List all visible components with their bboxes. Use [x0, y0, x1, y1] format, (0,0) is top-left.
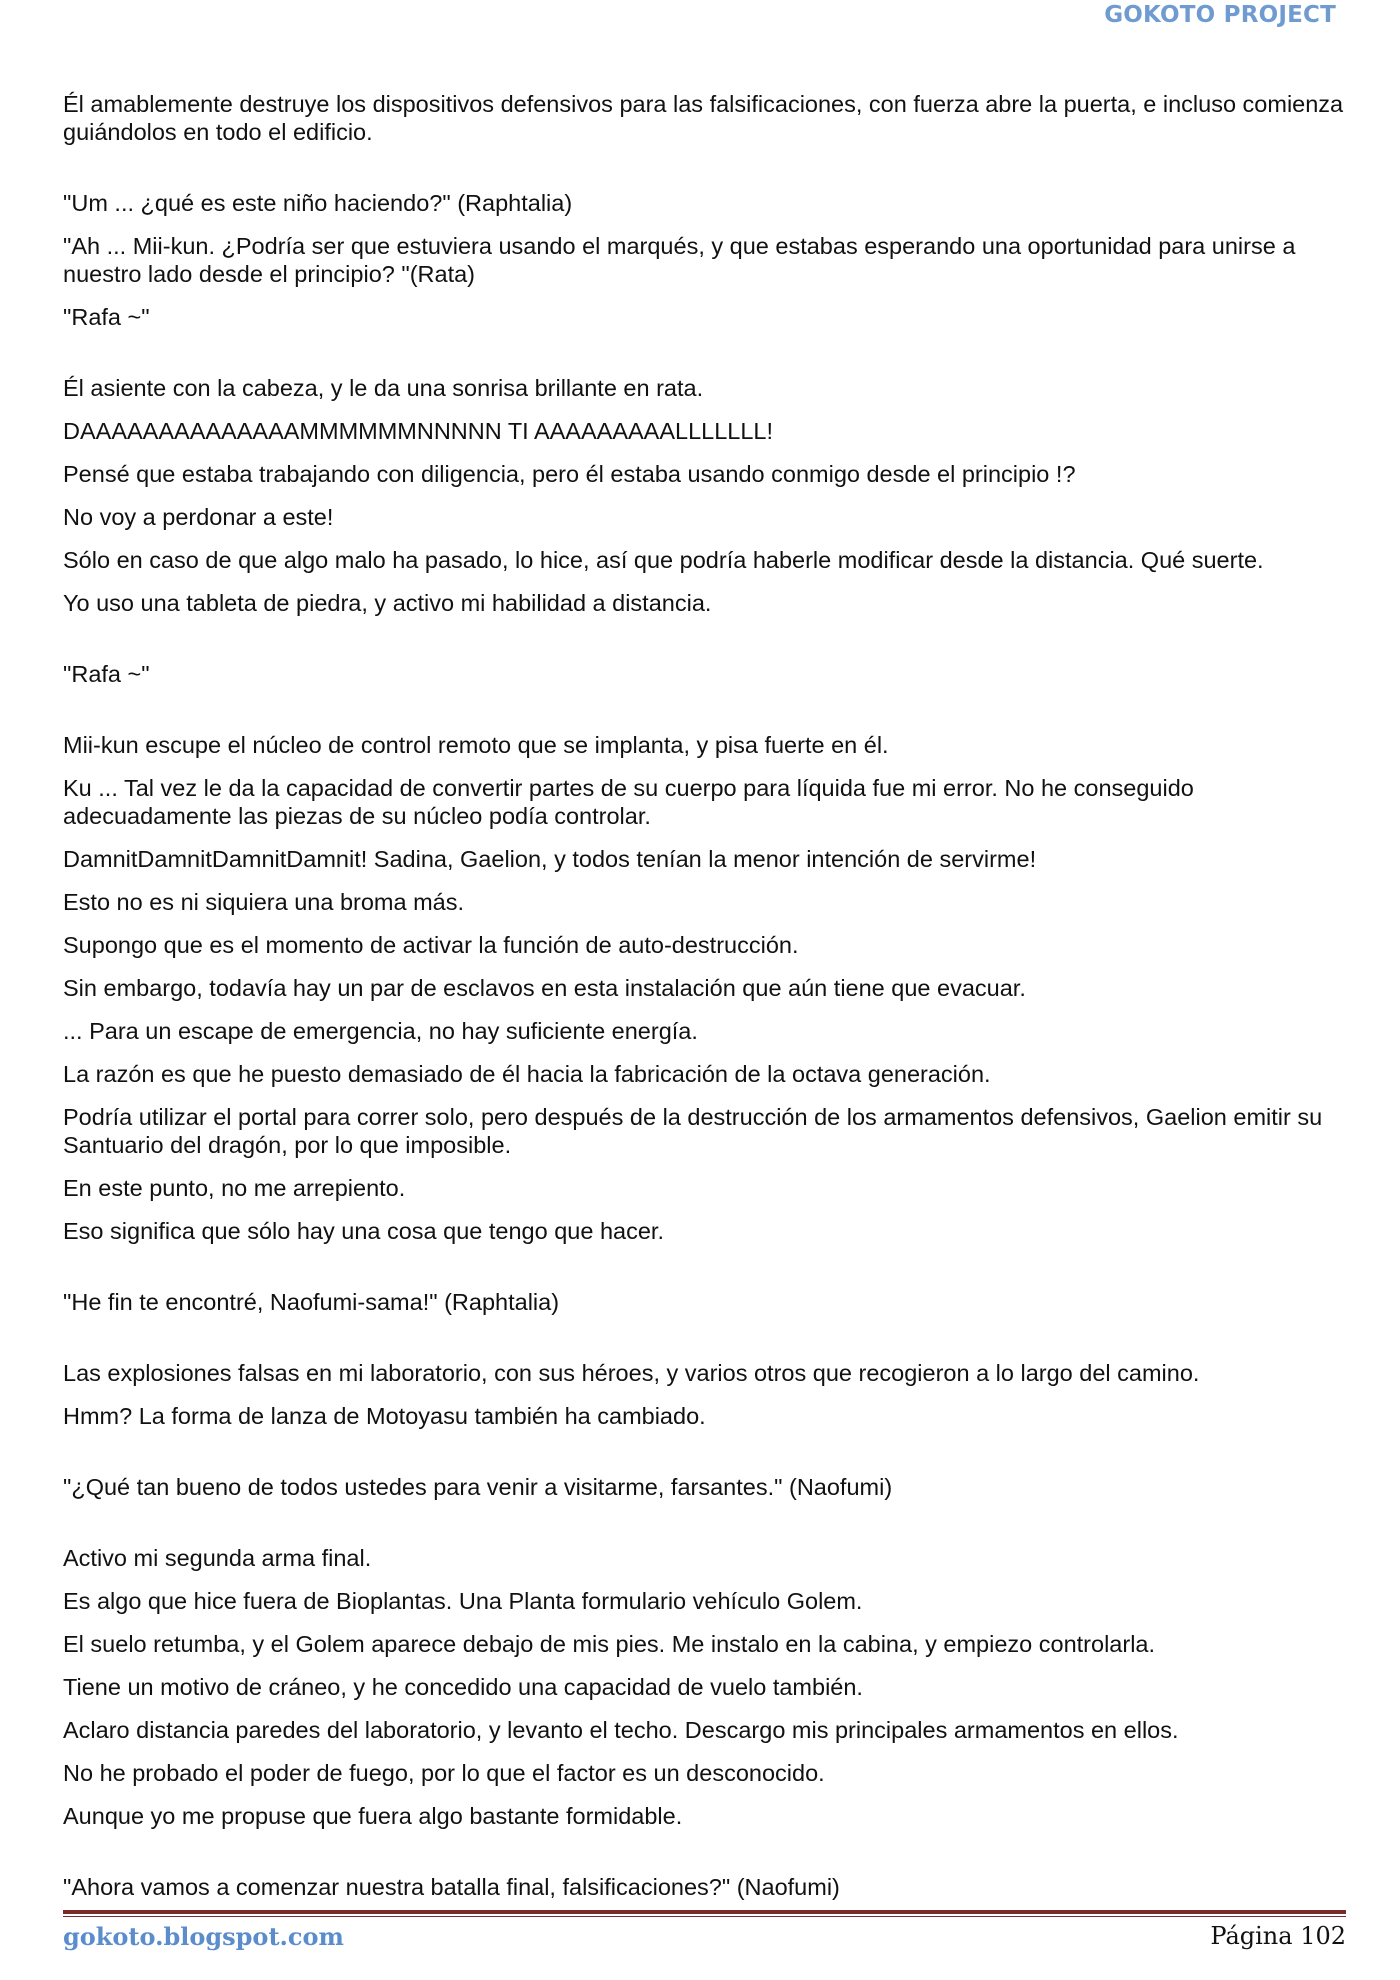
paragraph: DAAAAAAAAAAAAAAMMMMMMNNNNN TI AAAAAAAAALLLLLLL! — [63, 418, 774, 444]
paragraph: Tiene un motivo de cráneo, y he concedido una capacidad de vuelo también. — [63, 1674, 863, 1700]
footer-page-number: Página 102 — [1210, 1922, 1346, 1950]
paragraph: ... Para un escape de emergencia, no hay suficiente energía. — [63, 1018, 698, 1044]
paragraph: En este punto, no me arrepiento. — [63, 1175, 406, 1201]
paragraph: "Ah ... Mii-kun. ¿Podría ser que estuviera usando el marqués, y que estabas esperando una oportunidad para unirse a nuestro lado desde el principio? "(Rata) — [63, 233, 1296, 287]
paragraph-gap — [63, 1516, 1348, 1544]
paragraph-gap — [63, 1445, 1348, 1473]
paragraph: "¿Qué tan bueno de todos ustedes para venir a visitarme, farsantes." (Naofumi) — [63, 1474, 893, 1500]
paragraph: Activo mi segunda arma final. — [63, 1545, 372, 1571]
paragraph: Sin embargo, todavía hay un par de esclavos en esta instalación que aún tiene que evacuar. — [63, 975, 1026, 1001]
paragraph: "Rafa ~" — [63, 304, 150, 330]
paragraph: "Um ... ¿qué es este niño haciendo?" (Raphtalia) — [63, 190, 573, 216]
paragraph: La razón es que he puesto demasiado de él hacia la fabricación de la octava generación. — [63, 1061, 991, 1087]
paragraph: Él amablemente destruye los dispositivos defensivos para las falsificaciones, con fuerza abre la puerta, e incluso comienza guiándolos en todo el edificio. — [63, 91, 1344, 145]
paragraph: Pensé que estaba trabajando con diligencia, pero él estaba usando conmigo desde el principio !? — [63, 461, 1076, 487]
paragraph: Las explosiones falsas en mi laboratorio, con sus héroes, y varios otros que recogieron a lo largo del camino. — [63, 1360, 1200, 1386]
paragraph: Eso significa que sólo hay una cosa que tengo que hacer. — [63, 1218, 664, 1244]
paragraph: Hmm? La forma de lanza de Motoyasu también ha cambiado. — [63, 1403, 706, 1429]
paragraph: "Rafa ~" — [63, 661, 150, 687]
paragraph: Podría utilizar el portal para correr solo, pero después de la destrucción de los armamentos defensivos, Gaelion emitir su Santuario del dragón, por lo que imposible. — [63, 1104, 1323, 1158]
paragraph-gap — [63, 703, 1348, 731]
paragraph-gap — [63, 632, 1348, 660]
paragraph: No voy a perdonar a este! — [63, 504, 334, 530]
paragraph-gap — [63, 346, 1348, 374]
paragraph: "Ahora vamos a comenzar nuestra batalla final, falsificaciones?" (Naofumi) — [63, 1874, 840, 1900]
paragraph-gap — [63, 1331, 1348, 1359]
paragraph: DamnitDamnitDamnitDamnit! Sadina, Gaelion, y todos tenían la menor intención de servirme! — [63, 846, 1037, 872]
paragraph: Mii-kun escupe el núcleo de control remoto que se implanta, y pisa fuerte en él. — [63, 732, 889, 758]
paragraph: Él asiente con la cabeza, y le da una sonrisa brillante en rata. — [63, 375, 704, 401]
paragraph: No he probado el poder de fuego, por lo que el factor es un desconocido. — [63, 1760, 825, 1786]
footer-divider — [63, 1910, 1346, 1914]
paragraph: Ku ... Tal vez le da la capacidad de convertir partes de su cuerpo para líquida fue mi error. No he conseguido adecuadamente las piezas de su núcleo podía controlar. — [63, 775, 1194, 829]
paragraph: Aunque yo me propuse que fuera algo bastante formidable. — [63, 1803, 683, 1829]
paragraph: El suelo retumba, y el Golem aparece debajo de mis pies. Me instalo en la cabina, y empiezo controlarla. — [63, 1631, 1156, 1657]
document-body — [63, 90, 1348, 1916]
paragraph-gap — [63, 1260, 1348, 1288]
footer-site-link[interactable]: gokoto.blogspot.com — [63, 1922, 344, 1951]
paragraph: Es algo que hice fuera de Bioplantas. Una Planta formulario vehículo Golem. — [63, 1588, 863, 1614]
paragraph-gap — [63, 161, 1348, 189]
paragraph: "He fin te encontré, Naofumi-sama!" (Raphtalia) — [63, 1289, 560, 1315]
paragraph: Sólo en caso de que algo malo ha pasado, lo hice, así que podría haberle modificar desde la distancia. Qué suerte. — [63, 547, 1264, 573]
paragraph: Esto no es ni siquiera una broma más. — [63, 889, 465, 915]
footer-divider-thin — [63, 1916, 1346, 1917]
page-header-title: GOKOTO PROJECT — [1104, 2, 1336, 28]
paragraph-gap — [63, 1845, 1348, 1873]
paragraph: Yo uso una tableta de piedra, y activo mi habilidad a distancia. — [63, 590, 712, 616]
paragraph: Supongo que es el momento de activar la función de auto-destrucción. — [63, 932, 799, 958]
paragraph: Aclaro distancia paredes del laboratorio, y levanto el techo. Descargo mis principales armamentos en ellos. — [63, 1717, 1179, 1743]
